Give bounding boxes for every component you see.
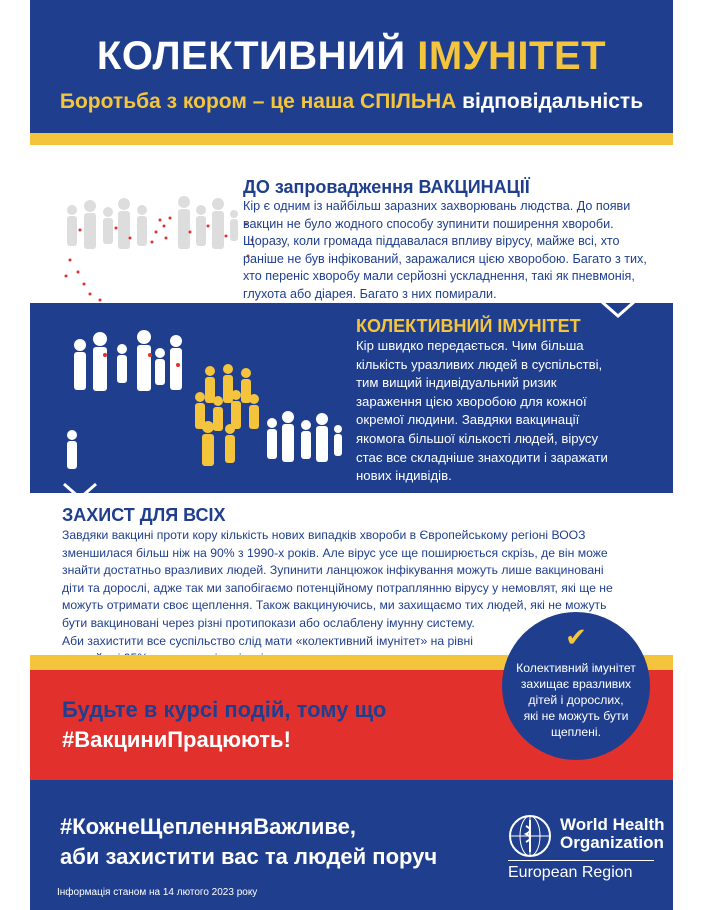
badge-line: захищає вразливих bbox=[520, 677, 632, 691]
yellow-stripe-top bbox=[30, 133, 673, 145]
section3-line: діти та дорослі, адже так ми запобігаємо потенційному потраплянню вірусу у немовлят, які ще не bbox=[62, 580, 613, 595]
info-badge bbox=[502, 612, 650, 760]
who-line-2: Organization bbox=[560, 833, 664, 852]
who-logo-text bbox=[560, 816, 665, 852]
section2-line: якомога більшої кількості людей, вірусу bbox=[356, 430, 599, 446]
banner-text bbox=[62, 695, 386, 755]
section2-line: нових індивідів. bbox=[356, 468, 452, 484]
section1-line: Кір є одним із найбільш заразних захворювань людства. До появи bbox=[243, 199, 631, 213]
checkmark-icon: ✔ bbox=[565, 622, 587, 652]
section3-heading: ЗАХИСТ ДЛЯ ВСІХ bbox=[62, 505, 226, 525]
section2-line: стає все складніше знаходити і заражати bbox=[356, 449, 608, 465]
section1-line: Щоразу, коли громада піддавалася впливу вірусу, майже всі, хто bbox=[243, 234, 620, 249]
section2-line: Кір швидко передається. Чим більша bbox=[356, 338, 584, 353]
section3-line: знайти достатньо вразливих людей. Зупинити ланцюжок інфікування можуть лише вакциновані bbox=[62, 563, 604, 578]
people-group-icon bbox=[60, 325, 350, 475]
who-region: European Region bbox=[508, 864, 633, 881]
badge-line: щеплені. bbox=[551, 725, 601, 739]
section1-body bbox=[243, 198, 683, 304]
badge-line: дітей і дорослих, bbox=[528, 693, 624, 707]
section2-heading: КОЛЕКТИВНИЙ ІМУНІТЕТ bbox=[356, 316, 581, 336]
chevron-down-icon bbox=[62, 482, 98, 502]
section1-line: вакцин не було жодного способу зупинити поширення хвороби. bbox=[243, 216, 614, 231]
people-group-icon bbox=[60, 180, 260, 310]
chevron-down-icon bbox=[600, 300, 636, 320]
section3-line: Аби захистити все суспільство слід мати «колективний імунітет» на рівні bbox=[62, 633, 473, 648]
footer-line-1: #КожнеЩепленняВажливе, bbox=[60, 814, 357, 839]
section3-line: Завдяки вакцині проти кору кількість нових випадків хвороби в Європейському регіоні ВООЗ bbox=[62, 528, 586, 542]
footer-line-2: аби захистити вас та людей поруч bbox=[60, 844, 438, 869]
who-divider bbox=[508, 860, 654, 861]
section2-line: зараження цією хворобою для кожної bbox=[356, 393, 587, 409]
who-emblem-icon bbox=[506, 812, 554, 860]
who-line-1: World Health bbox=[560, 815, 665, 834]
banner-line-2: #ВакциниПрацюють! bbox=[62, 727, 291, 752]
section1-line: хто переніс хворобу мали серйозні ускладнення, такі як пневмонія, bbox=[243, 269, 635, 284]
section1-heading: ДО запровадження ВАКЦИНАЦІЇ bbox=[243, 177, 530, 197]
section3-line: зменшилася більш ніж на 90% з 1990-х років. Але вірус усе ще поширюється скрізь, де він може bbox=[62, 545, 608, 560]
page-title: КОЛЕКТИВНИЙ ІМУНІТЕТ bbox=[96, 34, 607, 78]
badge-line: які не можуть бути bbox=[523, 709, 629, 723]
section1-line: глухота або діарея. Багато з них помирали. bbox=[243, 286, 497, 301]
section2-line: кількість уразливих людей в суспільстві, bbox=[356, 356, 603, 372]
footer-hashtag bbox=[60, 812, 437, 872]
footer-date-note: Інформація станом на 14 лютого 2023 року bbox=[57, 887, 258, 898]
section3-line: бути вакциновані через різні протипокази або ослаблену імунну систему. bbox=[62, 615, 475, 630]
banner-line-1: Будьте в курсі подій, тому що bbox=[62, 697, 387, 722]
section1-line: раніше не був інфікований, заражалися цією хворобою. Багато з тих, bbox=[243, 251, 647, 266]
section2-line: окремої людини. Завдяки вакцинації bbox=[356, 412, 580, 428]
section2-line: тим вищий індивідуальний ризик bbox=[356, 375, 557, 391]
section2-body bbox=[356, 337, 656, 486]
section3-line: можуть отримати своє щеплення. Також вакцинуючись, ми захищаємо тих людей, які не можуть bbox=[62, 598, 607, 613]
badge-line: Колективний імунітет bbox=[516, 661, 636, 675]
page-subtitle: Боротьба з кором – це наша СПІЛЬНА відповідальність bbox=[59, 90, 644, 113]
